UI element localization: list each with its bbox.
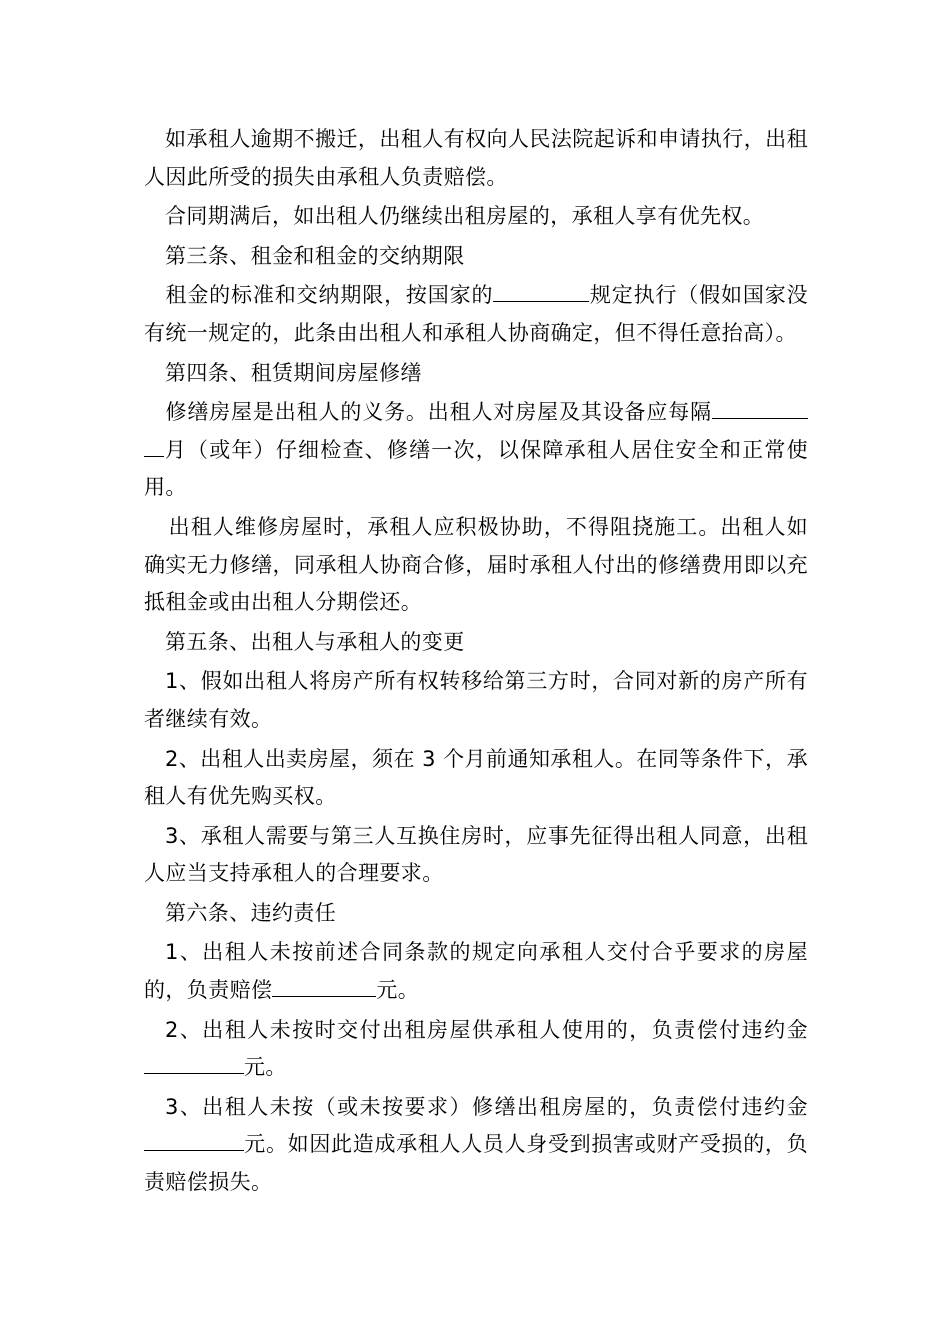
- paragraph-eviction-liability: [144, 121, 808, 196]
- heading-text: 第四条、租赁期间房屋修缮: [165, 360, 422, 385]
- clause-5-3: [144, 818, 808, 893]
- clause-6-1: [144, 934, 808, 1009]
- clause-6-3: [144, 1089, 808, 1202]
- paragraph-text: 修缮房屋是出租人的义务。出租人对房屋及其设备应每隔: [165, 400, 712, 425]
- heading-text: 第三条、租金和租金的交纳期限: [165, 243, 465, 268]
- heading-text: 第五条、出租人与承租人的变更: [165, 629, 465, 654]
- fill-in-blank[interactable]: [493, 279, 589, 302]
- fill-in-blank[interactable]: [144, 434, 164, 457]
- heading-text: 第六条、违约责任: [165, 900, 337, 925]
- article-3-heading: [144, 238, 808, 276]
- fill-in-blank[interactable]: [712, 396, 808, 419]
- paragraph-text: 1、出租人未按前述合同条款的规定向承租人交付合乎要求的房屋的，负责赔偿: [144, 940, 808, 1003]
- paragraph-priority-right: [144, 198, 808, 236]
- clause-5-2: [144, 741, 808, 816]
- paragraph-text: 2、出租人未按时交付出租房屋供承租人使用的，负责偿付违约金: [165, 1017, 808, 1042]
- fill-in-blank[interactable]: [272, 974, 376, 997]
- document-page: [144, 121, 808, 1204]
- paragraph-repair-cooperation: [144, 509, 808, 622]
- paragraph-text: 3、承租人需要与第三人互换住房时，应事先征得出租人同意，出租人应当支持承租人的合理要求。: [144, 823, 808, 886]
- paragraph-text: 元。如因此造成承租人人员人身受到损害或财产受损的，负责赔偿损失。: [144, 1132, 808, 1195]
- clause-6-2: [144, 1012, 808, 1087]
- paragraph-text: 如承租人逾期不搬迁，出租人有权向人民法院起诉和申请执行，出租人因此所受的损失由承租人负责赔偿。: [144, 127, 808, 189]
- paragraph-repair-duty: [144, 394, 808, 507]
- paragraph-text: 月（或年）仔细检查、修缮一次，以保障承租人居住安全和正常使用。: [144, 437, 808, 500]
- clause-5-1: [144, 663, 808, 738]
- fill-in-blank[interactable]: [144, 1128, 244, 1151]
- paragraph-text: 元。: [376, 978, 420, 1003]
- paragraph-text: 租金的标准和交纳期限，按国家的: [165, 283, 494, 308]
- article-6-heading: [144, 895, 808, 933]
- paragraph-text: 规定执行（假如国家没有统一规定的，此条由出租人和承租人协商确定，但不得任意抬高）。: [144, 283, 809, 345]
- article-5-heading: [144, 624, 808, 662]
- fill-in-blank[interactable]: [144, 1051, 244, 1074]
- paragraph-text: 1、假如出租人将房产所有权转移给第三方时，合同对新的房产所有者继续有效。: [144, 669, 808, 731]
- paragraph-text: 出租人维修房屋时，承租人应积极协助，不得阻挠施工。出租人如确实无力修缮，同承租人协商合修，届时承租人付出的修缮费用即以充抵租金或由出租人分期偿还。: [144, 514, 808, 615]
- paragraph-text: 3、出租人未按（或未按要求）修缮出租房屋的，负责偿付违约金: [165, 1094, 808, 1119]
- paragraph-rent-standard: [144, 277, 808, 352]
- article-4-heading: [144, 355, 808, 393]
- paragraph-text: 元。: [244, 1055, 287, 1080]
- paragraph-text: 2、出租人出卖房屋，须在 3 个月前通知承租人。在同等条件下，承租人有优先购买权。: [144, 746, 808, 809]
- paragraph-text: 合同期满后，如出租人仍继续出租房屋的，承租人享有优先权。: [165, 204, 765, 229]
